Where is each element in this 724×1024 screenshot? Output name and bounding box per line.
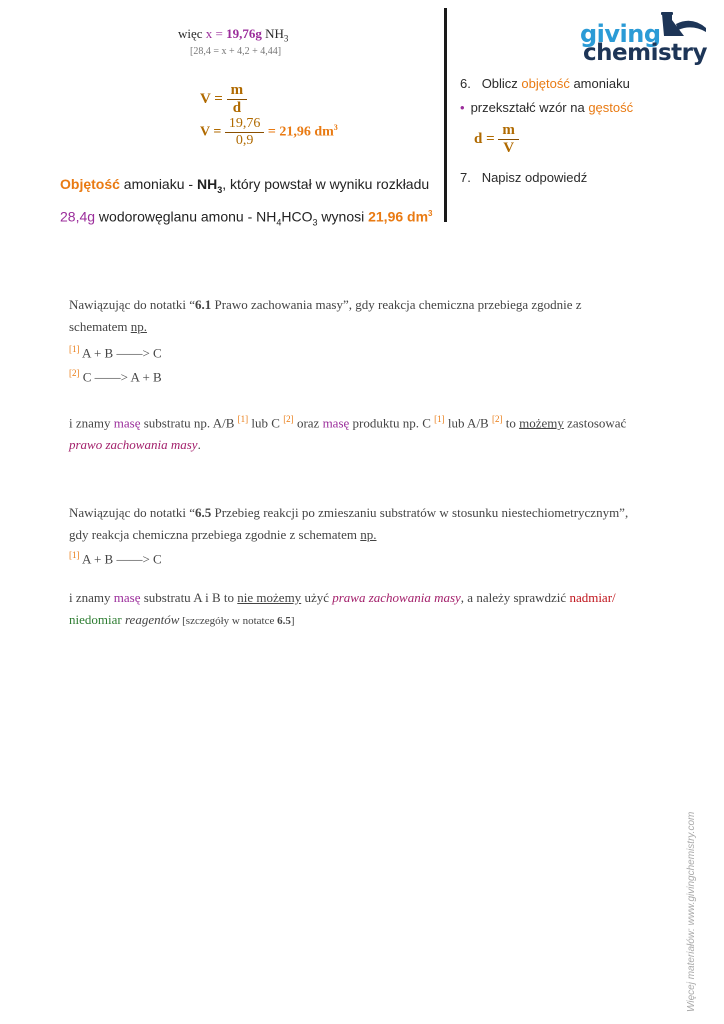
volume-formula-fraction [227, 82, 248, 117]
summary-sub: 4 [276, 217, 282, 228]
paragraph-1-intro [69, 294, 669, 338]
fraction-numerator: 19,76 [225, 116, 265, 133]
paragraph-1-condition [69, 408, 669, 456]
step-keyword: objętość [521, 76, 570, 91]
summary-word: wodorowęglanu amonu - NH [95, 208, 277, 225]
scheme-equation: A + B ——> C [79, 345, 162, 361]
summary-word: HCO [281, 208, 313, 225]
fraction-numerator: m [498, 122, 519, 140]
column-divider [444, 8, 447, 222]
step-text: Oblicz [481, 76, 522, 91]
calc-var: x [205, 26, 213, 41]
calc-value: 19,76g [226, 26, 262, 41]
bullet-dot-icon: • [460, 100, 465, 115]
volume-formula [200, 82, 247, 117]
reaction-scheme-1 [69, 338, 669, 364]
fraction-denominator: d [232, 100, 242, 116]
scheme-ref: [1] [69, 344, 80, 354]
density-formula-fraction [498, 122, 519, 157]
summary-sup: 3 [428, 208, 433, 218]
keyword: masę [113, 590, 141, 605]
text-run: Prawo zachowania masy”, gdy reakcja chemiczna przebiega zgodnie z [211, 297, 582, 312]
summary-word: wynosi [317, 208, 369, 225]
volume-calc-result-sup: 3 [333, 123, 338, 133]
reaction-scheme-2 [69, 362, 669, 388]
scheme-ref: [1] [434, 414, 445, 424]
scheme-equation: A + B ——> C [79, 551, 162, 567]
bullet-keyword: gęstość [588, 100, 634, 115]
summary-sub: 3 [312, 217, 318, 228]
text-run: Nawiązując do notatki “ [69, 505, 195, 520]
note-ref: 6.1 [194, 297, 212, 312]
summary-word: Objętość [60, 176, 120, 192]
logo-giving: giving [580, 20, 661, 48]
step-7 [460, 170, 587, 185]
text-run: zastosować [563, 415, 627, 431]
text-run: lub A/B [444, 415, 492, 431]
step-number: 6. [460, 76, 471, 91]
fraction-denominator: 0,9 [235, 133, 254, 148]
text-run: i znamy [69, 590, 114, 605]
text-run: substratu np. A/B [140, 415, 238, 431]
note-ref: 6.5 [277, 615, 291, 627]
step-text: amoniaku [569, 76, 630, 91]
step-6 [460, 76, 630, 91]
fraction-denominator: V [503, 140, 515, 156]
calc-result-line [178, 26, 288, 44]
calc-prefix: więc [178, 26, 203, 41]
volume-calc-lhs: V = [200, 124, 222, 140]
text-run: substratu A i B to [140, 590, 238, 605]
scheme-equation: C ——> A + B [79, 369, 162, 385]
step-6-bullet [460, 100, 633, 115]
volume-calculation [200, 116, 338, 149]
keyword-deficit: niedomiar [69, 612, 122, 627]
paragraph-2-condition [69, 587, 669, 632]
summary-word: 21,96 dm [368, 208, 429, 225]
step-text: Napisz odpowiedź [481, 170, 588, 185]
summary-word: , który powstał w wyniku rozkładu [222, 176, 430, 192]
summary-word: 28,4g [60, 208, 96, 225]
keyword: masę [113, 415, 141, 431]
scheme-ref: [2] [69, 368, 80, 378]
side-credit-text: Więcej materiałów: www.givingchemistry.com [686, 811, 697, 1012]
calc-mass-balance: [28,4 = x + 4,2 + 4,44] [190, 46, 282, 57]
keyword: masę [322, 415, 350, 431]
summary-sub: 3 [217, 184, 223, 195]
text-run: np. [130, 319, 147, 334]
calc-compound: NH [265, 26, 284, 41]
keyword-law: prawo zachowania masy [69, 437, 198, 453]
step-number: 7. [460, 170, 471, 185]
logo-chemistry: chemistry [583, 40, 707, 66]
text-run: ] [290, 615, 295, 627]
scheme-ref: [2] [283, 414, 294, 424]
text-run: . [197, 437, 201, 453]
text-run: użyć [301, 590, 333, 605]
summary-word: amoniaku - [119, 176, 197, 192]
text-run: to [502, 415, 520, 431]
text-run: lub C [248, 415, 284, 431]
calc-compound-sub: 3 [283, 33, 289, 44]
reaction-scheme-3 [69, 544, 669, 570]
note-ref: 6.5 [194, 505, 212, 520]
volume-calc-result: = 21,96 dm [267, 124, 334, 140]
scheme-ref: [1] [237, 414, 249, 424]
answer-summary [60, 172, 435, 234]
keyword-excess: nadmiar/ [569, 590, 616, 605]
paragraph-2-intro [69, 502, 669, 546]
summary-word: NH [196, 176, 218, 192]
keyword-law: prawa zachowania masy [332, 590, 461, 605]
text-run: możemy [519, 415, 564, 431]
text-run: schematem [69, 319, 131, 334]
text-run: gdy reakcja chemiczna przebiega zgodnie z schematem [69, 527, 361, 542]
text-run: produktu np. C [349, 415, 435, 431]
text-run: [szczegóły w notatce [179, 615, 278, 627]
density-formula-lhs: d = [474, 130, 495, 147]
text-run: i znamy [69, 415, 114, 431]
fraction-numerator: m [227, 82, 248, 100]
text-run: reagentów [124, 612, 180, 627]
calc-equals: = [215, 26, 223, 41]
volume-formula-lhs: V = [200, 90, 223, 107]
bullet-text: przekształć wzór na [470, 100, 589, 115]
scheme-ref: [2] [491, 414, 503, 424]
text-run: Przebieg reakcji po zmieszaniu substratów w stosunku niestechiometrycznym”, [211, 505, 629, 520]
text-run: nie możemy [237, 590, 302, 605]
volume-calc-fraction [225, 116, 265, 149]
text-run: oraz [293, 415, 323, 431]
density-formula [474, 122, 519, 157]
text-run: np. [360, 527, 377, 542]
text-run: Nawiązując do notatki “ [69, 297, 195, 312]
text-run: , a należy sprawdzić [460, 590, 570, 605]
flask-icon [656, 10, 712, 46]
scheme-ref: [1] [69, 550, 80, 560]
